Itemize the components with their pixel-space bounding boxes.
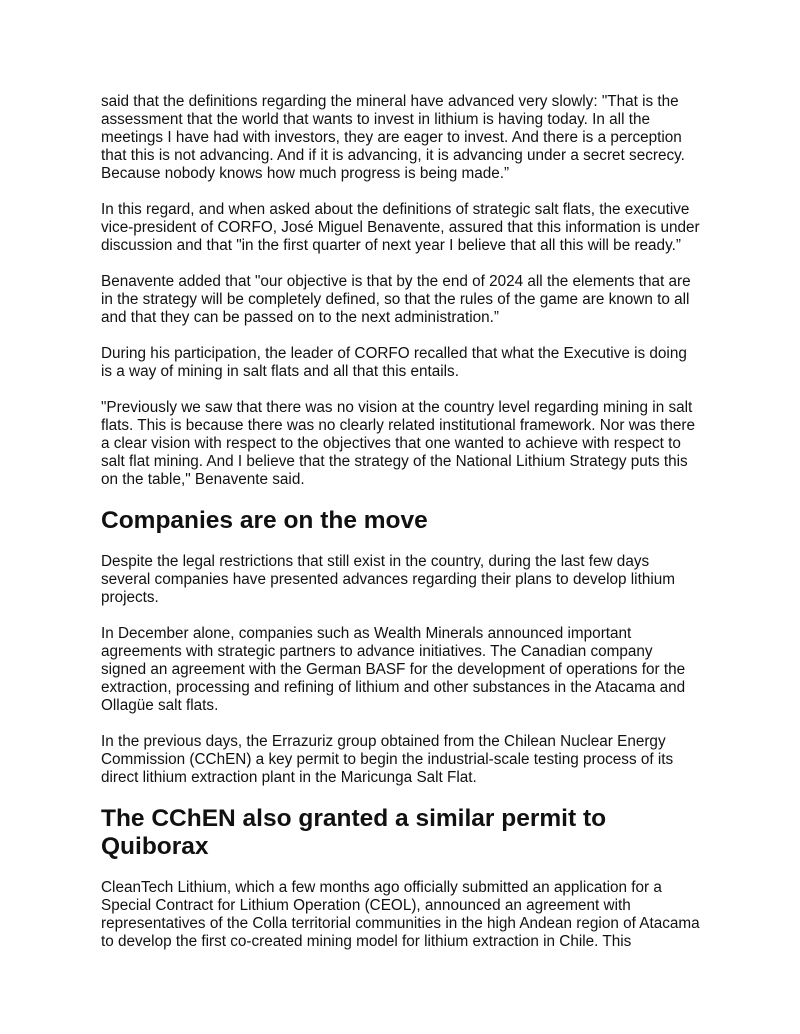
paragraph: "Previously we saw that there was no vision at the country level regarding mining in salt flats. This is because there was no clearly related institutional framework. Nor was there a clear vision with respect to the objectives that one wanted to achieve with respect to salt flat mining. And I believe that the strategy of the National Lithium Strategy puts this on the table," Benavente said. <box>101 399 696 488</box>
paragraph: In December alone, companies such as Wealth Minerals announced important agreements with strategic partners to advance initiatives. The Canadian company signed an agreement with the German BASF for the development of operations for the extraction, processing and refining of lithium and other substances in the Atacama and Ollagüe salt flats. <box>101 625 686 714</box>
document-page <box>101 93 701 969</box>
section-heading: The CChEN also granted a similar permit to Quiborax <box>101 805 607 860</box>
paragraph: said that the definitions regarding the mineral have advanced very slowly: "That is the assessment that the world that wants to invest in lithium is having today. In all the meetings I have had with investors, they are eager to invest. And there is a perception that this is not advancing. And if it is advancing, it is advancing under a secret secrecy. Because nobody knows how much progress is being made.” <box>101 93 685 182</box>
paragraph: CleanTech Lithium, which a few months ago officially submitted an application for a Special Contract for Lithium Operation (CEOL), announced an agreement with representatives of the Colla territorial communities in the high Andean region of Atacama to develop the first co-created mining model for lithium extraction in Chile. This <box>101 879 700 950</box>
section-heading: Companies are on the move <box>101 507 428 534</box>
paragraph: In this regard, and when asked about the definitions of strategic salt flats, the executive vice-president of CORFO, José Miguel Benavente, assured that this information is under discussion and that "in the first quarter of next year I believe that all this will be ready.” <box>101 201 700 254</box>
paragraph: During his participation, the leader of CORFO recalled that what the Executive is doing is a way of mining in salt flats and all that this entails. <box>101 345 687 380</box>
paragraph: Benavente added that "our objective is that by the end of 2024 all the elements that are in the strategy will be completely defined, so that the rules of the game are known to all and that they can be passed on to the next administration.” <box>101 273 691 326</box>
paragraph: Despite the legal restrictions that still exist in the country, during the last few days several companies have presented advances regarding their plans to develop lithium projects. <box>101 553 675 606</box>
paragraph: In the previous days, the Errazuriz group obtained from the Chilean Nuclear Energy Commission (CChEN) a key permit to begin the industrial-scale testing process of its direct lithium extraction plant in the Maricunga Salt Flat. <box>101 733 674 786</box>
